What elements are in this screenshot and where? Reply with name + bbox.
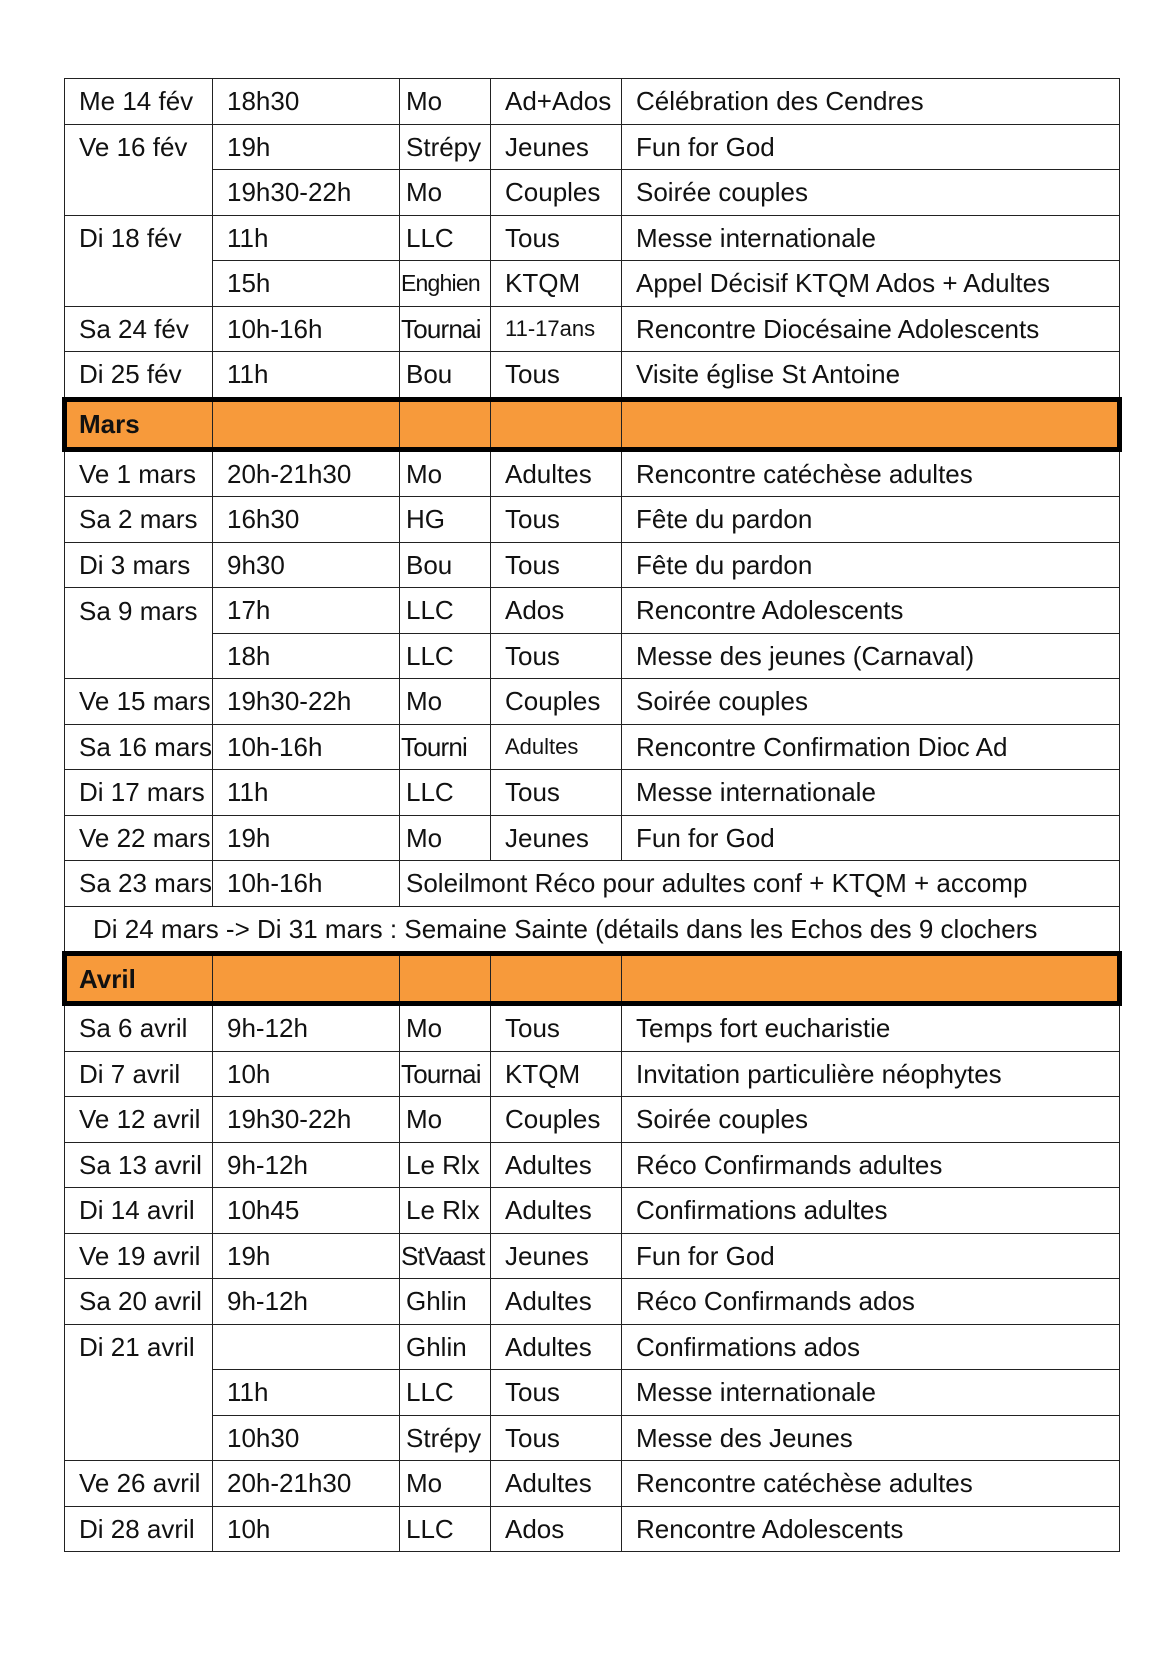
- date-cell: Ve 1 mars: [65, 449, 213, 497]
- audience-cell: Jeunes: [491, 1233, 622, 1279]
- audience-cell: Tous: [491, 1004, 622, 1052]
- time-cell: 11h: [213, 215, 400, 261]
- date-cell: [65, 261, 213, 307]
- time-cell: 20h-21h30: [213, 449, 400, 497]
- place-cell: Tourni: [400, 724, 491, 770]
- place-cell: Strépy: [400, 124, 491, 170]
- audience-cell: Adultes: [491, 1324, 622, 1370]
- month-header-cell: [622, 399, 1120, 449]
- date-cell: Di 7 avril: [65, 1051, 213, 1097]
- merged-event-cell: Soleilmont Réco pour adultes conf + KTQM + accomp: [400, 861, 1120, 907]
- date-cell: Ve 15 mars: [65, 679, 213, 725]
- audience-cell: Couples: [491, 1097, 622, 1143]
- place-cell: Mo: [400, 679, 491, 725]
- audience-cell: KTQM: [491, 1051, 622, 1097]
- audience-cell: Tous: [491, 497, 622, 543]
- table-row: [65, 306, 1120, 352]
- table-row: [65, 679, 1120, 725]
- time-cell: 16h30: [213, 497, 400, 543]
- time-cell: 20h-21h30: [213, 1461, 400, 1507]
- place-cell: Mo: [400, 1004, 491, 1052]
- time-cell: 18h: [213, 633, 400, 679]
- place-cell: Le Rlx: [400, 1142, 491, 1188]
- event-cell: Réco Confirmands adultes: [622, 1142, 1120, 1188]
- table-row: [65, 352, 1120, 400]
- table-row: [65, 449, 1120, 497]
- audience-cell: Tous: [491, 1415, 622, 1461]
- table-row: [65, 770, 1120, 816]
- table-row: [65, 1506, 1120, 1552]
- month-header-cell: [491, 954, 622, 1004]
- schedule-body: [65, 79, 1120, 1552]
- time-cell: 19h30-22h: [213, 170, 400, 216]
- time-cell: 10h: [213, 1506, 400, 1552]
- date-cell: Sa 13 avril: [65, 1142, 213, 1188]
- date-cell: Di 18 fév: [65, 215, 213, 261]
- place-cell: LLC: [400, 770, 491, 816]
- audience-cell: Adultes: [491, 1188, 622, 1234]
- schedule-table: [62, 78, 1122, 1552]
- date-cell: Di 3 mars: [65, 542, 213, 588]
- event-cell: Fun for God: [622, 124, 1120, 170]
- event-cell: Appel Décisif KTQM Ados + Adultes: [622, 261, 1120, 307]
- time-cell: 10h45: [213, 1188, 400, 1234]
- event-cell: Confirmations adultes: [622, 1188, 1120, 1234]
- time-cell: 17h: [213, 588, 400, 634]
- time-cell: 9h-12h: [213, 1279, 400, 1325]
- event-cell: Confirmations ados: [622, 1324, 1120, 1370]
- event-cell: Temps fort eucharistie: [622, 1004, 1120, 1052]
- place-cell: Tournai: [400, 306, 491, 352]
- event-cell: Rencontre Adolescents: [622, 1506, 1120, 1552]
- audience-cell: Couples: [491, 170, 622, 216]
- date-cell: Ve 19 avril: [65, 1233, 213, 1279]
- date-cell: Ve 26 avril: [65, 1461, 213, 1507]
- place-cell: LLC: [400, 588, 491, 634]
- table-row: [65, 1097, 1120, 1143]
- audience-cell: Adultes: [491, 1279, 622, 1325]
- month-label: Mars: [65, 399, 213, 449]
- place-cell: Mo: [400, 449, 491, 497]
- event-cell: Rencontre Diocésaine Adolescents: [622, 306, 1120, 352]
- time-cell: 10h30: [213, 1415, 400, 1461]
- time-cell: 19h30-22h: [213, 1097, 400, 1143]
- time-cell: 19h: [213, 815, 400, 861]
- audience-cell: Jeunes: [491, 124, 622, 170]
- event-cell: Fun for God: [622, 815, 1120, 861]
- audience-cell: Adultes: [491, 449, 622, 497]
- place-cell: Tournai: [400, 1051, 491, 1097]
- event-cell: Invitation particulière néophytes: [622, 1051, 1120, 1097]
- event-cell: Réco Confirmands ados: [622, 1279, 1120, 1325]
- time-cell: 10h-16h: [213, 861, 400, 907]
- time-cell: 15h: [213, 261, 400, 307]
- event-cell: Rencontre catéchèse adultes: [622, 1461, 1120, 1507]
- time-cell: 19h: [213, 1233, 400, 1279]
- table-row: [65, 1004, 1120, 1052]
- event-cell: Messe internationale: [622, 770, 1120, 816]
- table-row: [65, 79, 1120, 125]
- date-cell: Ve 12 avril: [65, 1097, 213, 1143]
- table-row: [65, 1142, 1120, 1188]
- table-row: [65, 261, 1120, 307]
- table-row: [65, 215, 1120, 261]
- audience-cell: Adultes: [491, 1142, 622, 1188]
- place-cell: Bou: [400, 352, 491, 400]
- time-cell: 19h30-22h: [213, 679, 400, 725]
- date-cell: Di 28 avril: [65, 1506, 213, 1552]
- date-cell: Sa 2 mars: [65, 497, 213, 543]
- time-cell: 10h-16h: [213, 306, 400, 352]
- event-cell: Soirée couples: [622, 1097, 1120, 1143]
- time-cell: 11h: [213, 770, 400, 816]
- event-cell: Visite église St Antoine: [622, 352, 1120, 400]
- audience-cell: Adultes: [491, 724, 622, 770]
- month-header-cell: [491, 399, 622, 449]
- place-cell: Le Rlx: [400, 1188, 491, 1234]
- time-cell: 10h: [213, 1051, 400, 1097]
- place-cell: HG: [400, 497, 491, 543]
- place-cell: LLC: [400, 215, 491, 261]
- time-cell: 9h30: [213, 542, 400, 588]
- audience-cell: Ados: [491, 1506, 622, 1552]
- audience-cell: Tous: [491, 1370, 622, 1416]
- audience-cell: Tous: [491, 770, 622, 816]
- audience-cell: Adultes: [491, 1461, 622, 1507]
- place-cell: Ghlin: [400, 1279, 491, 1325]
- event-cell: Soirée couples: [622, 170, 1120, 216]
- table-row: [65, 1233, 1120, 1279]
- place-cell: Ghlin: [400, 1324, 491, 1370]
- event-cell: Messe des Jeunes: [622, 1415, 1120, 1461]
- table-row: [65, 1415, 1120, 1461]
- table-row: [65, 497, 1120, 543]
- date-cell: Di 17 mars: [65, 770, 213, 816]
- table-row: [65, 1324, 1120, 1370]
- note-row: [65, 906, 1120, 954]
- place-cell: Mo: [400, 1097, 491, 1143]
- place-cell: StVaast: [400, 1233, 491, 1279]
- table-row: [65, 1051, 1120, 1097]
- place-cell: Strépy: [400, 1415, 491, 1461]
- audience-cell: Tous: [491, 215, 622, 261]
- place-cell: Mo: [400, 1461, 491, 1507]
- event-cell: Fête du pardon: [622, 542, 1120, 588]
- table-row: [65, 588, 1120, 634]
- table-row: [65, 1461, 1120, 1507]
- date-cell: [65, 633, 213, 679]
- audience-cell: Ados: [491, 588, 622, 634]
- event-cell: Fun for God: [622, 1233, 1120, 1279]
- date-cell: Sa 23 mars: [65, 861, 213, 907]
- date-cell: [65, 1415, 213, 1461]
- time-cell: 19h: [213, 124, 400, 170]
- place-cell: Mo: [400, 815, 491, 861]
- place-cell: Enghien: [400, 261, 491, 307]
- table-row: [65, 542, 1120, 588]
- event-cell: Messe internationale: [622, 215, 1120, 261]
- date-cell: Sa 16 mars: [65, 724, 213, 770]
- audience-cell: Tous: [491, 542, 622, 588]
- date-cell: Sa 9 mars: [65, 588, 213, 634]
- table-row: [65, 861, 1120, 907]
- event-cell: Fête du pardon: [622, 497, 1120, 543]
- event-cell: Célébration des Cendres: [622, 79, 1120, 125]
- month-header-cell: [622, 954, 1120, 1004]
- month-header-cell: [400, 399, 491, 449]
- month-header-row: [65, 954, 1120, 1004]
- month-header-row: [65, 399, 1120, 449]
- date-cell: [65, 170, 213, 216]
- audience-cell: Ad+Ados: [491, 79, 622, 125]
- audience-cell: 11-17ans: [491, 306, 622, 352]
- date-cell: Me 14 fév: [65, 79, 213, 125]
- table-row: [65, 170, 1120, 216]
- place-cell: LLC: [400, 1370, 491, 1416]
- table-row: [65, 633, 1120, 679]
- audience-cell: Tous: [491, 352, 622, 400]
- time-cell: 9h-12h: [213, 1004, 400, 1052]
- place-cell: Mo: [400, 170, 491, 216]
- place-cell: LLC: [400, 1506, 491, 1552]
- audience-cell: Jeunes: [491, 815, 622, 861]
- table-row: [65, 724, 1120, 770]
- event-cell: Rencontre Confirmation Dioc Ad: [622, 724, 1120, 770]
- date-cell: Sa 20 avril: [65, 1279, 213, 1325]
- month-header-cell: [213, 954, 400, 1004]
- audience-cell: KTQM: [491, 261, 622, 307]
- table-row: [65, 1188, 1120, 1234]
- month-header-cell: [400, 954, 491, 1004]
- time-cell: [213, 1324, 400, 1370]
- event-cell: Soirée couples: [622, 679, 1120, 725]
- note-text: Di 24 mars -> Di 31 mars : Semaine Sainte (détails dans les Echos des 9 clochers: [65, 906, 1120, 954]
- month-header-cell: [213, 399, 400, 449]
- date-cell: Ve 16 fév: [65, 124, 213, 170]
- time-cell: 9h-12h: [213, 1142, 400, 1188]
- table-row: [65, 124, 1120, 170]
- time-cell: 18h30: [213, 79, 400, 125]
- event-cell: Messe internationale: [622, 1370, 1120, 1416]
- table-row: [65, 1279, 1120, 1325]
- audience-cell: Tous: [491, 633, 622, 679]
- table-row: [65, 1370, 1120, 1416]
- time-cell: 10h-16h: [213, 724, 400, 770]
- date-cell: Di 25 fév: [65, 352, 213, 400]
- date-cell: Sa 6 avril: [65, 1004, 213, 1052]
- date-cell: Di 14 avril: [65, 1188, 213, 1234]
- month-label: Avril: [65, 954, 213, 1004]
- date-cell: [65, 1370, 213, 1416]
- audience-cell: Couples: [491, 679, 622, 725]
- event-cell: Messe des jeunes (Carnaval): [622, 633, 1120, 679]
- place-cell: LLC: [400, 633, 491, 679]
- place-cell: Bou: [400, 542, 491, 588]
- table-row: [65, 815, 1120, 861]
- time-cell: 11h: [213, 352, 400, 400]
- date-cell: Ve 22 mars: [65, 815, 213, 861]
- place-cell: Mo: [400, 79, 491, 125]
- date-cell: Sa 24 fév: [65, 306, 213, 352]
- time-cell: 11h: [213, 1370, 400, 1416]
- event-cell: Rencontre catéchèse adultes: [622, 449, 1120, 497]
- event-cell: Rencontre Adolescents: [622, 588, 1120, 634]
- date-cell: Di 21 avril: [65, 1324, 213, 1370]
